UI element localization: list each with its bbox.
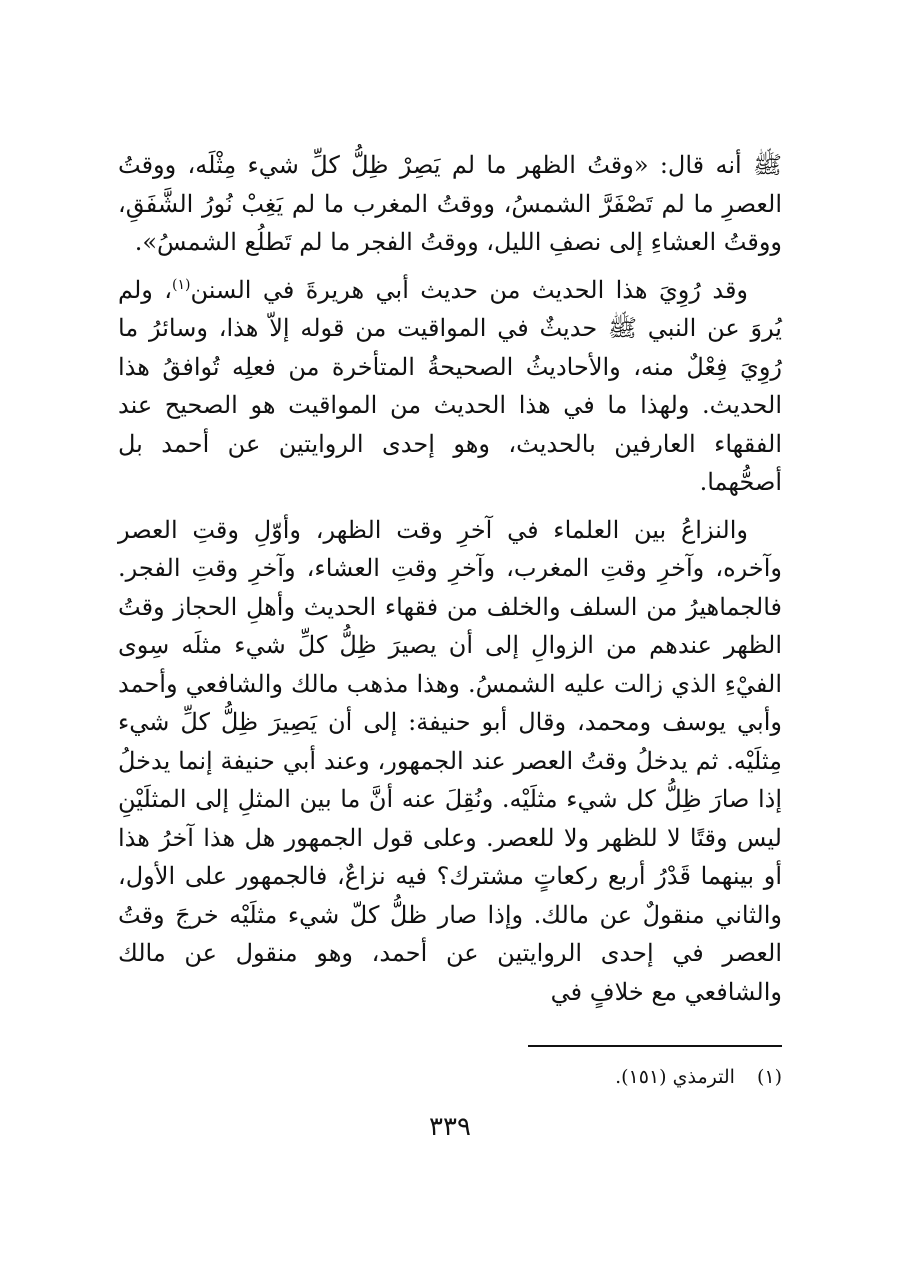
page-number: ٣٣٩ bbox=[429, 1112, 471, 1142]
footnote-reference: (١) bbox=[172, 276, 191, 293]
paragraph-2 bbox=[118, 271, 782, 502]
paragraph-2-rest: ، ولم يُروَ عن النبي ﷺ حديثٌ في المواقيت من قوله إلاّ هذا، وسائرُ ما رُوِيَ فِعْلٌ منه، والأحاديثُ الصحيحةُ المتأخرة من فعلِه تُوافقُ هذا الحديث. ولهذا ما في هذا الحديث من المواقيت هو الصحيح عند الفقهاء العارفين بالحديث، وهو إحدى الروايتين عن أحمد بل أصحُّهما. bbox=[118, 275, 782, 496]
paragraph-3: والنزاعُ بين العلماء في آخرِ وقت الظهر، وأوّلِ وقتِ العصر وآخره، وآخرِ وقتِ المغرب، وآخرِ وقتِ العشاء، وآخرِ وقتِ الفجر. فالجماهيرُ من السلف والخلف من فقهاء الحديث وأهلِ الحجاز وقتُ الظهر عندهم من الزوالِ إلى أن يصيرَ ظِلُّ كلِّ شيء مثلَه سِوى الفيْءِ الذي زالت عليه الشمسُ. وهذا مذهب مالك والشافعي وأحمد وأبي يوسف ومحمد، وقال أبو حنيفة: إلى أن يَصِيرَ ظِلُّ كلِّ شيء مِثلَيْه. ثم يدخلُ وقتُ العصر عند الجمهور، وعند أبي حنيفة إنما يدخلُ إذا صارَ ظِلُّ كل شيء مثلَيْه. ونُقِلَ عنه أنَّ ما بين المثلِ إلى المثلَيْنِ ليس وقتًا لا للظهر ولا للعصر. وعلى قول الجمهور هل هذا آخرُ هذا أو بينهما قَدْرُ أربع ركعاتٍ مشترك؟ فيه نزاعٌ، فالجمهور على الأول، والثاني منقولٌ عن مالك. وإذا صار ظلُّ كلّ شيء مثلَيْه خرجَ وقتُ العصر في إحدى الروايتين عن أحمد، وهو منقول عن مالك والشافعي مع خلافٍ في bbox=[118, 515, 782, 1006]
footnote-text: الترمذي (١٥١). bbox=[615, 1066, 735, 1088]
footnote-divider bbox=[528, 1045, 782, 1047]
paragraph-2-text: وقد رُوِيَ هذا الحديث من حديث أبي هريرةَ في السنن bbox=[190, 275, 749, 304]
footnote bbox=[615, 1063, 782, 1091]
main-text bbox=[118, 146, 782, 1020]
footnote-number: (١) bbox=[756, 1066, 782, 1088]
paragraph-1: ﷺ أنه قال: «وقتُ الظهر ما لم يَصِرْ ظِلُّ كلِّ شيء مِثْلَه، ووقتُ العصرِ ما لم تَصْفَرَّ الشمسُ، ووقتُ المغرب ما لم يَغِبْ نُورُ الشَّفَقِ، ووقتُ العشاءِ إلى نصفِ الليل، ووقتُ الفجر ما لم تَطلُع الشمسُ». bbox=[118, 151, 782, 256]
